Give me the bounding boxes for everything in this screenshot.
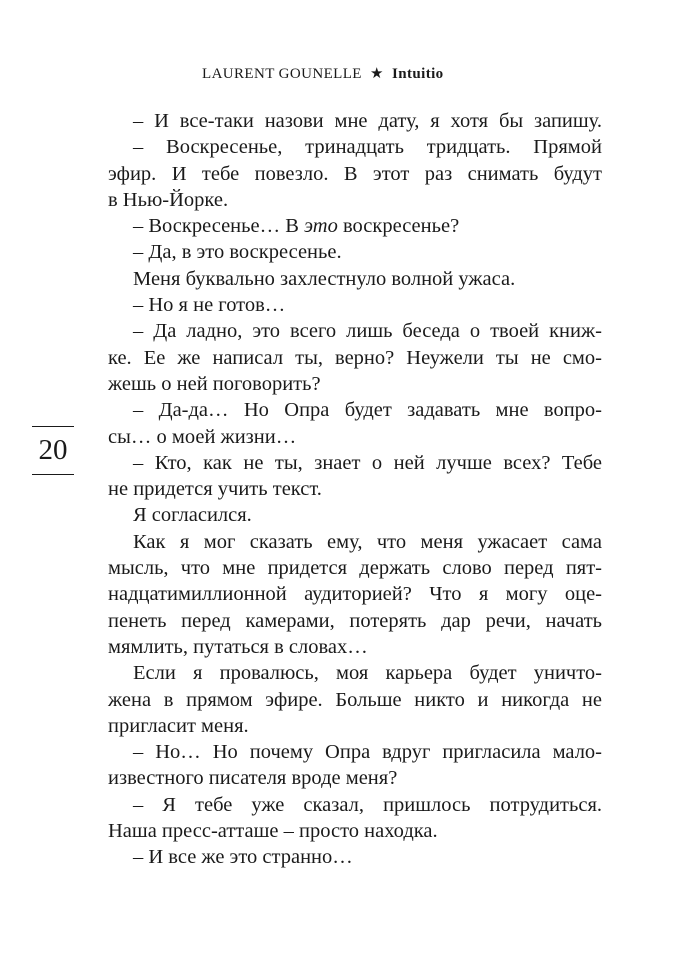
text-line: – Да ладно, это всего лишь беседа о твоей книж- [133, 320, 602, 343]
text-line: надцатимиллионной аудиторией? Что я могу оце- [108, 583, 602, 606]
page-number-rule-top [32, 426, 74, 427]
text-line: Как я мог сказать ему, что меня ужасает сама [133, 530, 602, 553]
text-line: пенеть перед камерами, потерять дар речи, начать [108, 609, 602, 632]
text-line: мямлить, путаться в словах… [108, 635, 368, 658]
text-line: – Но я не готов… [133, 294, 286, 317]
text-line: Я согласился. [133, 504, 252, 527]
text-line: Меня буквально захлестнуло волной ужаса. [133, 267, 516, 290]
text-line: сы… о моей жизни… [108, 425, 297, 448]
text-line: Если я провалюсь, моя карьера будет уничто- [133, 662, 602, 685]
text-line: – Да, в это воскресенье. [133, 241, 342, 264]
text-line: – И все же это странно… [133, 846, 353, 869]
page-number-box [32, 426, 74, 476]
page-number: 20 [38, 434, 68, 466]
text-line: Наша пресс-атташе – просто находка. [108, 820, 438, 843]
text-line: – Да-да… Но Опра будет задавать мне вопро- [133, 399, 602, 422]
text-line: известного писателя вроде меня? [108, 767, 398, 790]
running-head-book-title: Intuitio [392, 66, 444, 82]
text-segment: – Воскресенье… В [133, 215, 305, 238]
text-line: жешь о ней поговорить? [108, 372, 321, 395]
text-line: пригласит меня. [108, 714, 249, 737]
text-line: – Но… Но почему Опра вдруг пригласила мало- [133, 741, 602, 764]
emphasized-word: это [304, 215, 338, 238]
running-head [202, 64, 444, 83]
star-icon: ★ [370, 66, 384, 82]
running-head-author: LAURENT GOUNELLE [202, 66, 362, 82]
text-line: – Я тебе уже сказал, пришлось потрудиться. [133, 793, 602, 816]
text-line: – Кто, как не ты, знает о ней лучше всех? Тебе [133, 451, 602, 474]
text-line: не придется учить текст. [108, 478, 322, 501]
text-line: – И все-таки назови мне дату, я хотя бы запишу. [133, 110, 602, 132]
text-line: ке. Ее же написал ты, верно? Неужели ты не смо- [108, 346, 602, 369]
body-text [108, 108, 602, 871]
page-number-rule-bottom [32, 474, 74, 475]
text-segment: воскресенье? [337, 215, 460, 238]
text-line: эфир. И тебе повезло. В этот раз снимать будут [108, 162, 602, 185]
text-line: жена в прямом эфире. Больше никто и никогда не [108, 688, 602, 711]
text-line: – Воскресенье, тринадцать тридцать. Прямой [133, 136, 602, 159]
text-line: мысль, что мне придется держать слово перед пят- [108, 557, 602, 580]
text-line: в Нью-Йорке. [108, 188, 229, 211]
text-line [108, 213, 602, 239]
